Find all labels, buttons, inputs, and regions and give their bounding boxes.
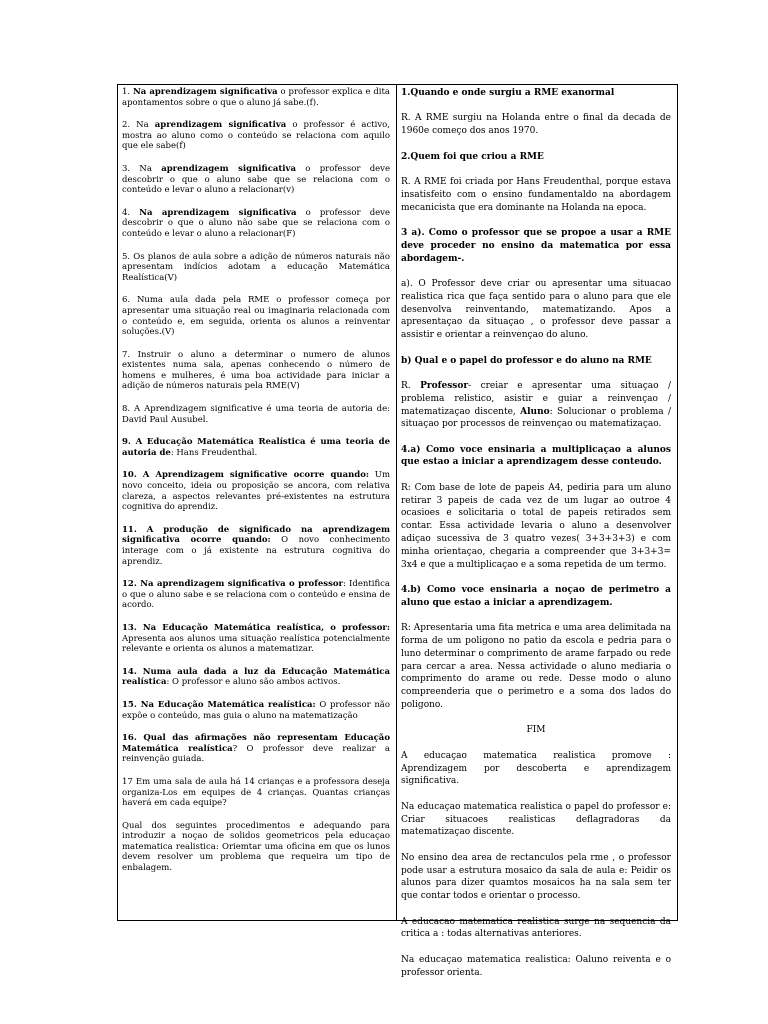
left-item-17: [122, 777, 390, 809]
body-text: o professor deve descobrir o que o aluno sabe que se relaciona com o conteúdo e levar o aluno a relacionar(v): [122, 163, 390, 196]
left-item-7: [122, 350, 390, 392]
left-item-15: [122, 700, 390, 721]
body-text: 3. Na: [122, 163, 162, 174]
body-text: Na educaçao matematica realistica: Oaluno reiventa e o professor orienta.: [401, 954, 671, 978]
body-text: R. A RME surgiu na Holanda entre o final da decada de 1960e começo dos anos 1970.: [401, 113, 671, 137]
bold-text: 16. Qual das afirmações não representam Educação Matemática realística: [122, 733, 390, 754]
right-item-3: [401, 151, 671, 164]
bold-text: 4.a) Como voce ensinaria a multiplicaçao a alunos que estao a iniciar a aprendizagem desse conteudo.: [401, 444, 671, 468]
bold-text: 3 a). Como o professor que se propoe a usar a RME deve proceder no ensino da matematica por essa abordagem-.: [401, 227, 671, 264]
left-item-11: [122, 525, 390, 567]
left-item-9: [122, 437, 390, 458]
bold-text: 14. Numa aula dada a luz da Educação Matemática realística: [122, 666, 390, 688]
body-text: FIM: [526, 725, 546, 736]
body-text: R. A RME foi criada por Hans Freudenthal, porque estava insatisfeito com o ensino fundamentaldo na abordagem mecanicista que era dominante na Holanda na epoca.: [401, 176, 671, 213]
bold-text: 13. Na Educação Matemática realística, o professor:: [122, 622, 390, 633]
body-text: : Hans Freudenthal.: [170, 447, 258, 458]
body-text: O novo conhecimento interage com o já existente na estrutura cognitiva do aprendiz.: [122, 535, 390, 567]
left-item-10: [122, 470, 390, 512]
body-text: o professor deve descobrir o que o aluno não sabe que se relaciona com o conteúdo e levar o aluno a relacionar(F): [122, 207, 391, 239]
bold-text: Na aprendizagem significativa: [132, 87, 278, 97]
left-item-4: [122, 208, 390, 240]
right-item-6: [401, 278, 671, 342]
bold-text: Professor: [420, 380, 469, 391]
body-text: a). O Professor deve criar ou apresentar uma situacao realistica rica que faça sentido para o aluno para que ele desenvolva reinventando, matematizando. Apos a apresentaçao da situaçao , o professor deve passar a assistir e orientar a reinvençao do aluno.: [401, 278, 671, 341]
left-item-5: [122, 252, 390, 284]
bold-text: b) Qual e o papel do professor e do aluno na RME: [401, 355, 652, 366]
right-item-13: [401, 724, 671, 737]
bold-text: aprendizagem significativa: [154, 120, 287, 131]
body-text: R: Apresentaria uma fita metrica e uma area delimitada na forma de um poligono no patio da escola e pedria para o luno determinar o comprimento de arame farpado ou rede para cercar a area. Nessa actividade o aluno mediaria o comprimento do arame ou rede. Desse modo o aluno compreenderia que o perimetro e a soma dos lados do poligono.: [401, 623, 671, 711]
left-column: [118, 85, 397, 920]
right-item-9: [401, 444, 671, 470]
right-item-12: [401, 622, 671, 712]
body-text: o professor é activo, mostra ao aluno como o conteúdo se relaciona com aquilo que ele sabe(f): [122, 120, 390, 152]
body-text: A educaçao matematica realistica promove : Aprendizagem por descoberta e aprendizagem significativa.: [401, 750, 671, 787]
left-item-12: [122, 579, 390, 611]
body-text: : Solucionar o problema / situaçao por processos de reinvençao ou matematizaçao.: [401, 406, 671, 430]
body-text: 4.: [122, 207, 140, 218]
bold-text: Aluno: [520, 406, 550, 417]
right-item-8: [401, 380, 671, 431]
body-text: Apresenta aos alunos uma situação realística potencialmente relevante e orienta os alunos a matematizar.: [122, 633, 390, 655]
body-text: 8. A Aprendizagem significative é uma teoria de autoria de: David Paul Ausubel.: [122, 404, 390, 425]
document-table: [117, 84, 678, 978]
body-text: No ensino dea area de rectanculos pela rme , o professor pode usar a estrutura mosaico da sala de aula e: Peidir os alunos para dizer quamtos mosaicos ha na sala sem ter que contar todos e orientar o processo.: [401, 852, 671, 902]
right-column: [397, 85, 677, 978]
bold-text: 11. A produção de significado na aprendizagem significativa ocorre quando:: [122, 524, 390, 546]
right-item-14: [401, 750, 671, 788]
bold-text: 12. Na aprendizagem significativa o professor: [122, 579, 344, 590]
bold-text: 15. Na Educação Matemática realística:: [122, 699, 316, 710]
right-item-10: [401, 482, 671, 572]
body-text: Qual dos seguintes procedimentos e adequando para introduzir a noçao de solidos geometricos pela educaçao matematica realistica: Oriemtar uma oficina em que os lunos devem resolver um problema que requeira um tipo de enbalagem.: [122, 820, 390, 874]
body-text: 2. Na: [122, 120, 155, 131]
body-text: A educacao matematica realistica surge na sequencia da critica a : todas alternativas anteriores.: [401, 916, 671, 940]
body-text: - creiar e apresentar uma situaçao / problema relistico, asistir e guiar a reinvençao / matematizaçao discente,: [401, 380, 672, 417]
left-item-14: [122, 667, 390, 688]
right-item-11: [401, 584, 671, 610]
body-text: R.: [401, 380, 421, 391]
body-text: 6. Numa aula dada pela RME o professor começa por apresentar uma situação real ou imaginaria relacionada com o conteúdo e, em seguida, orienta os alunos a reinventar soluções.(V): [122, 295, 390, 338]
left-item-16: [122, 733, 390, 765]
body-text: 1.: [122, 87, 133, 97]
right-item-17: [401, 916, 671, 942]
right-item-7: [401, 355, 671, 368]
left-item-13: [122, 623, 390, 655]
body-text: o professor explica e dita apontamentos sobre o que o aluno já sabe.(f).: [122, 87, 390, 108]
left-item-8: [122, 404, 390, 425]
right-item-4: [401, 176, 671, 214]
body-text: Na educaçao matematica realistica o papel do professor e: Criar situacoes realisticas deflagradoras da matematizaçao discente.: [401, 801, 671, 838]
body-text: R: Com base de lote de papeis A4, pediria para um aluno retirar 3 papeis de cada vez de um lugar ao outroe 4 ocasioes e solicitaria o total de papeis retirados sem contar. Essa actividade levaria o aluno a desenvolver adiçao sucessiva de 3 quatro vezes( 3+3+3+3) e com minha orientaçao, chegaria a compreender que 3+3+3= 3x4 e que a multiplicaçao e a soma repetida de um termo.: [401, 482, 671, 570]
body-text: 7. Instruir o aluno a determinar o numero de alunos existentes numa sala, apenas conhecendo o número de homens e mulheres, é uma boa actividade para iniciar a adição de números naturais pela RME(V): [122, 349, 390, 392]
right-item-18: [401, 954, 671, 980]
body-text: : Identifica o que o aluno sabe e se relaciona com o conteúdo e ensina de acordo.: [122, 579, 390, 611]
body-text: 17 Em uma sala de aula há 14 crianças e a professora deseja organiza-Los em equipes de 4 crianças. Quantas crianças haverá em cada equipe?: [122, 776, 390, 809]
body-text: ? O professor deve realizar a reinvenção guiada.: [122, 743, 390, 765]
left-item-3: [122, 164, 390, 196]
bold-text: aprendizagem significativa: [161, 163, 296, 174]
right-item-1: [401, 87, 671, 100]
bold-text: 1.Quando e onde surgiu a RME exanormal: [401, 88, 615, 98]
body-text: 5. Os planos de aula sobre a adição de números naturais não apresentam indícios adotam a educação Matemática Realística(V): [122, 251, 390, 283]
body-text: Um novo conceito, ideia ou proposição se ancora, com relativa clareza, a aspectos relevantes pré-existentes na estrutura cognitiva do aprendiz.: [122, 470, 390, 513]
right-item-15: [401, 801, 671, 839]
left-item-1: [122, 87, 390, 108]
body-text: O professor não expõe o conteúdo, mas guia o aluno na matematização: [122, 699, 390, 721]
right-item-5: [401, 227, 671, 265]
left-item-6: [122, 295, 390, 337]
left-item-2: [122, 120, 390, 152]
body-text: : O professor e aluno são ambos activos.: [166, 677, 341, 688]
right-item-2: [401, 112, 671, 138]
bold-text: 9. A Educação Matemática Realística é uma teoria de autoria de: [122, 437, 390, 458]
bold-text: 4.b) Como voce ensinaria a noçao de perimetro a aluno que estao a iniciar a aprendizagem.: [401, 585, 671, 608]
bold-text: 10. A Aprendizagem significative ocorre quando:: [122, 470, 370, 481]
left-item-18: [122, 821, 390, 874]
right-item-16: [401, 852, 671, 903]
bold-text: 2.Quem foi que criou a RME: [401, 151, 544, 162]
bold-text: Na aprendizagem significativa: [139, 207, 297, 218]
